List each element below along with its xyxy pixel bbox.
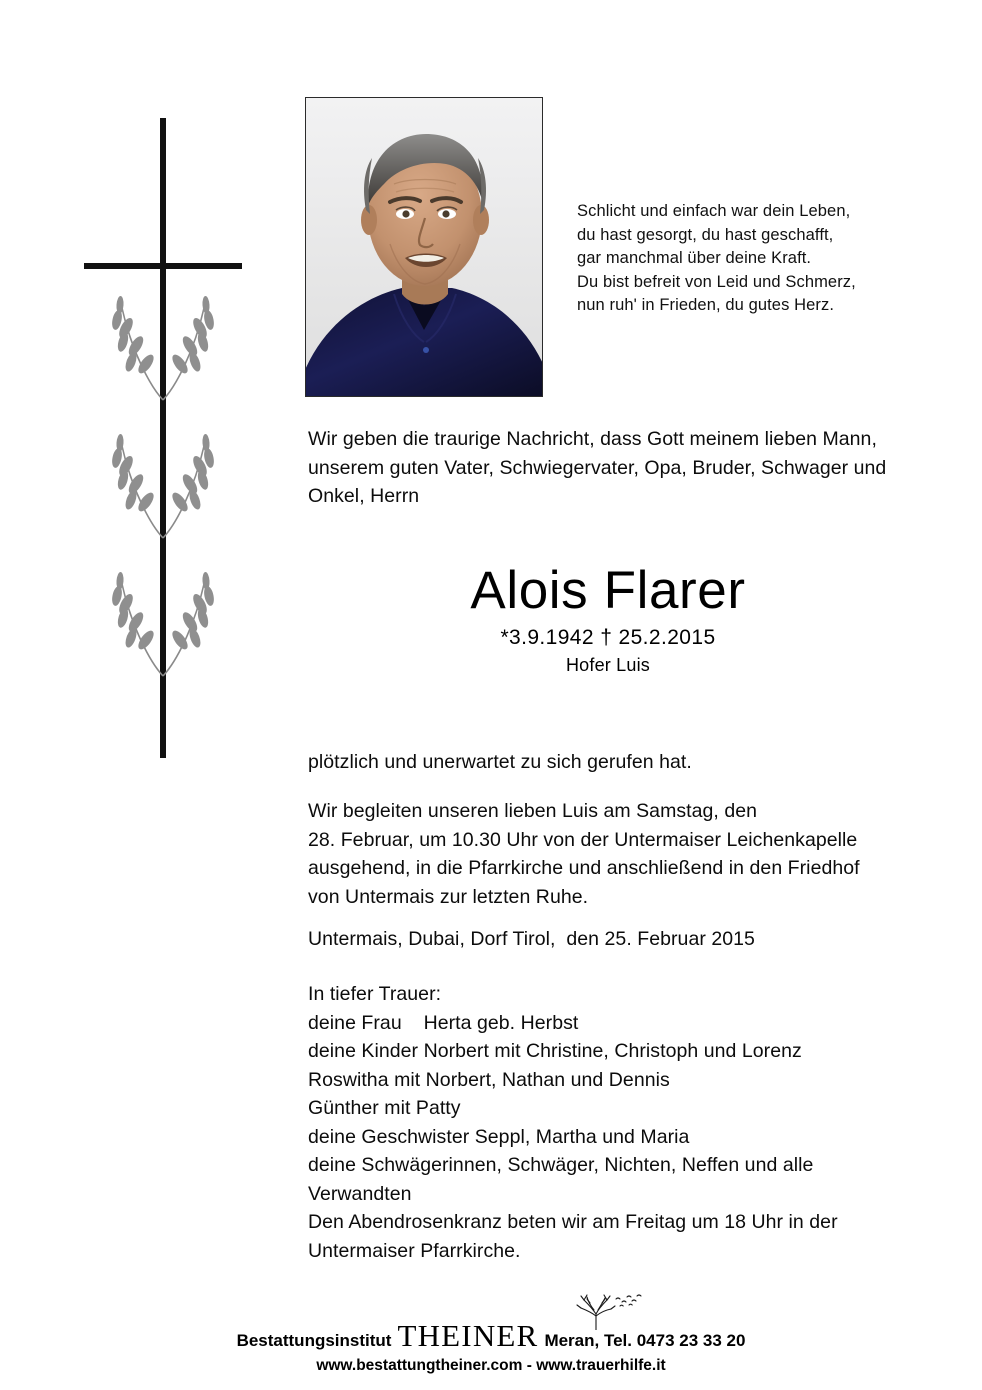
footer-brand: THEINER <box>397 1318 539 1353</box>
deceased-name: Alois Flarer <box>470 561 746 620</box>
poem-line: du hast gesorgt, du hast geschafft, <box>577 225 834 244</box>
memorial-poem <box>577 200 947 318</box>
place-date-line: Untermais, Dubai, Dorf Tirol, den 25. Februar 2015 <box>308 928 755 950</box>
rosary-line: Den Abendrosenkranz beten wir am Freitag um 18 Uhr in der <box>308 1211 838 1233</box>
rosary-line: Untermaiser Pfarrkirche. <box>308 1239 521 1262</box>
intro-line: Onkel, Herrn <box>308 485 420 507</box>
funeral-home-footer <box>0 1290 982 1374</box>
mourner-line: Verwandten <box>308 1182 412 1205</box>
poem-line: nun ruh' in Frieden, du gutes Herz. <box>577 296 835 314</box>
footer-contact: Meran, Tel. 0473 23 33 20 <box>544 1331 746 1350</box>
mourners-heading: In tiefer Trauer: <box>308 983 442 1005</box>
footer-websites[interactable]: www.bestattungtheiner.com - www.trauerhilfe.it <box>316 1357 666 1374</box>
service-line: Wir begleiten unseren lieben Luis am Samstag, den <box>308 800 758 822</box>
place-and-date <box>308 925 908 954</box>
mourner-line: deine Kinder Norbert mit Christine, Christoph und Lorenz <box>308 1040 802 1062</box>
footer-institute-label: Bestattungsinstitut <box>236 1331 392 1350</box>
poem-line: Du bist befreit von Leid und Schmerz, <box>577 272 856 291</box>
mourner-line: Günther mit Patty <box>308 1097 461 1119</box>
intro-line: unserem guten Vater, Schwiegervater, Opa, Bruder, Schwager und <box>308 456 887 479</box>
poem-line: Schlicht und einfach war dein Leben, <box>577 202 851 220</box>
announcement-intro <box>308 425 908 511</box>
deceased-block <box>308 562 908 678</box>
poem-line: gar manchmal über deine Kraft. <box>577 249 812 267</box>
deceased-nickname: Hofer Luis <box>565 655 651 675</box>
rosary-notice <box>308 1208 908 1265</box>
mourner-line: deine Frau Herta geb. Herbst <box>308 1011 579 1034</box>
service-line: 28. Februar, um 10.30 Uhr von der Untermaiser Leichenkapelle <box>308 828 858 851</box>
passing-statement-line: plötzlich und unerwartet zu sich gerufen hat. <box>308 751 692 773</box>
passing-statement <box>308 748 908 777</box>
mourner-line: deine Schwägerinnen, Schwäger, Nichten, Neffen und alle <box>308 1154 814 1176</box>
mourners-list <box>308 980 908 1208</box>
mourner-line: deine Geschwister Seppl, Martha und Maria <box>308 1125 690 1148</box>
service-line: von Untermais zur letzten Ruhe. <box>308 885 589 908</box>
portrait-photo <box>305 97 543 397</box>
mourner-line: Roswitha mit Norbert, Nathan und Dennis <box>308 1068 670 1091</box>
deceased-dates: *3.9.1942 † 25.2.2015 <box>500 626 716 649</box>
funeral-service-details <box>308 797 908 911</box>
intro-line: Wir geben die traurige Nachricht, dass Gott meinem lieben Mann, <box>308 428 877 450</box>
cross-icon <box>60 100 260 770</box>
footer-brand-line <box>237 1318 746 1354</box>
service-line: ausgehend, in die Pfarrkirche und anschließend in den Friedhof <box>308 857 860 879</box>
